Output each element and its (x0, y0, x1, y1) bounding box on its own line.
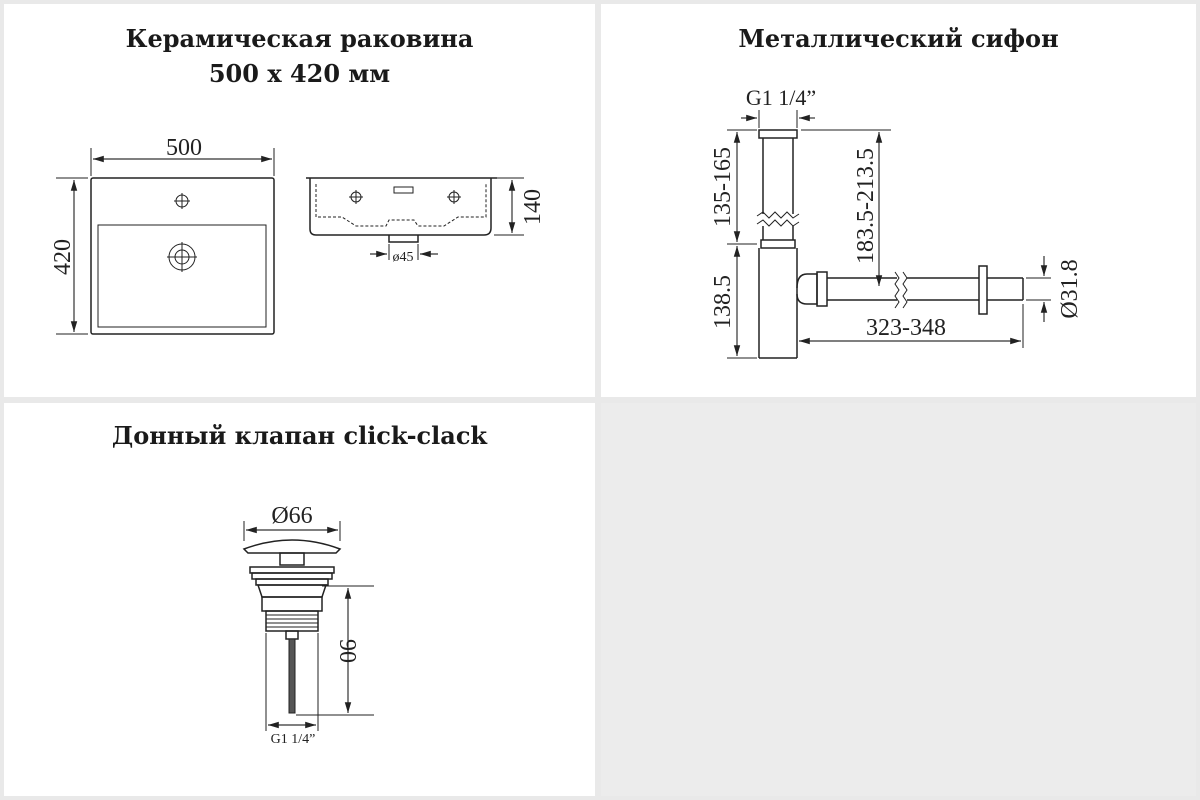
siphon-lower-dim-label: 138.5 (710, 275, 736, 329)
siphon-horizontal-pipe (797, 266, 1023, 314)
siphon-panel (601, 4, 1196, 397)
basin-depth-label: 140 (520, 189, 546, 225)
siphon-drawing (601, 4, 1196, 397)
basin-drawing (4, 4, 595, 397)
siphon-diameter-label: Ø31.8 (1057, 259, 1083, 319)
basin-title-line1: Керамическая раковина (125, 24, 474, 53)
siphon-vertical-pipe (757, 130, 799, 358)
basin-side-view (306, 178, 546, 265)
valve-drawing (4, 403, 595, 796)
siphon-thread-label: G1 1/4” (745, 85, 817, 110)
valve-panel (4, 403, 595, 796)
valve-diameter-label: Ø66 (271, 503, 313, 529)
siphon-length-dim-label: 323-348 (866, 315, 946, 341)
basin-height-label: 420 (50, 239, 76, 275)
valve-height-label: 90 (334, 639, 360, 663)
valve-body (244, 540, 340, 713)
siphon-height-dim-label: 183.5-213.5 (853, 148, 879, 264)
valve-title: Донный клапан click-clack (111, 421, 488, 450)
basin-top-view (50, 135, 274, 334)
faucet-hole-icon (174, 193, 190, 209)
side-hole-right-icon (447, 190, 461, 204)
basin-title-line2: 500 x 420 мм (208, 59, 391, 88)
basin-panel (4, 4, 595, 397)
empty-panel (601, 403, 1196, 796)
valve-thread-label: G1 1/4” (270, 732, 316, 747)
siphon-upper-dim-label: 135-165 (710, 147, 736, 227)
siphon-title: Металлический сифон (738, 24, 1059, 53)
drain-icon (167, 242, 197, 272)
basin-width-label: 500 (166, 135, 202, 161)
basin-drain-dim-label: ø45 (392, 250, 414, 265)
side-hole-left-icon (349, 190, 363, 204)
